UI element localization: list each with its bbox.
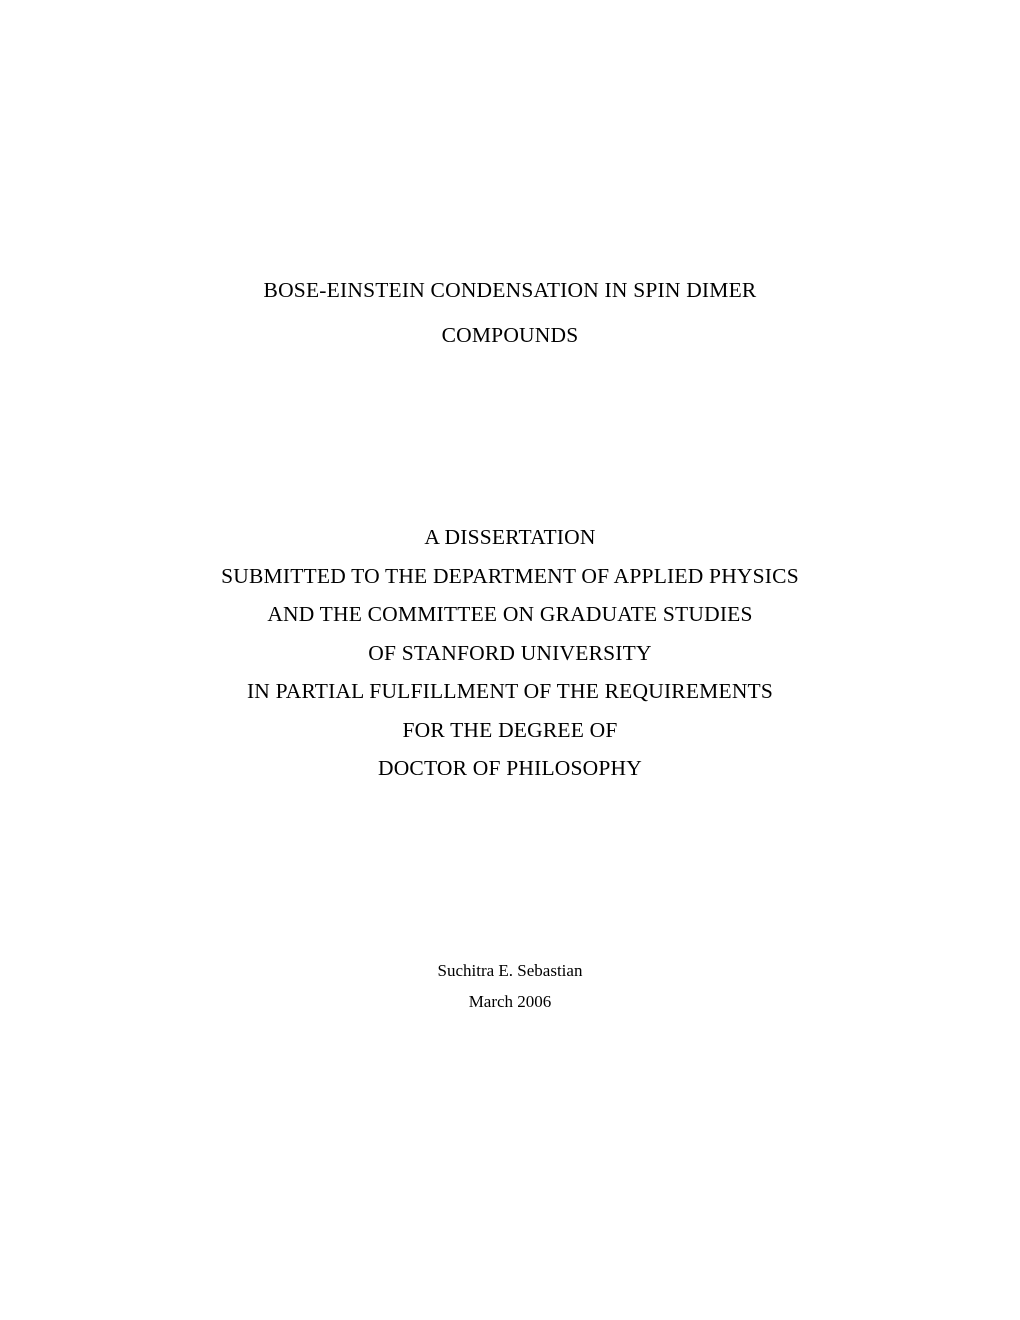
author-block: [0, 955, 1020, 1017]
degree-line-4: OF STANFORD UNIVERSITY: [368, 640, 652, 665]
degree-statement: [0, 518, 1020, 788]
degree-line-3: AND THE COMMITTEE ON GRADUATE STUDIES: [267, 602, 753, 626]
degree-line-6: FOR THE DEGREE OF: [402, 717, 618, 742]
degree-line-2: SUBMITTED TO THE DEPARTMENT OF APPLIED PHYSICS: [221, 563, 799, 588]
dissertation-title: [0, 268, 1020, 358]
author-name: Suchitra E. Sebastian: [437, 961, 583, 980]
degree-line-5: IN PARTIAL FULFILLMENT OF THE REQUIREMENTS: [246, 679, 774, 703]
degree-line-7: DOCTOR OF PHILOSOPHY: [377, 756, 643, 780]
submission-date: March 2006: [468, 992, 552, 1011]
degree-line-1: A DISSERTATION: [424, 525, 596, 549]
title-line-2: COMPOUNDS: [441, 323, 579, 347]
title-line-1: BOSE-EINSTEIN CONDENSATION IN SPIN DIMER: [263, 278, 757, 302]
